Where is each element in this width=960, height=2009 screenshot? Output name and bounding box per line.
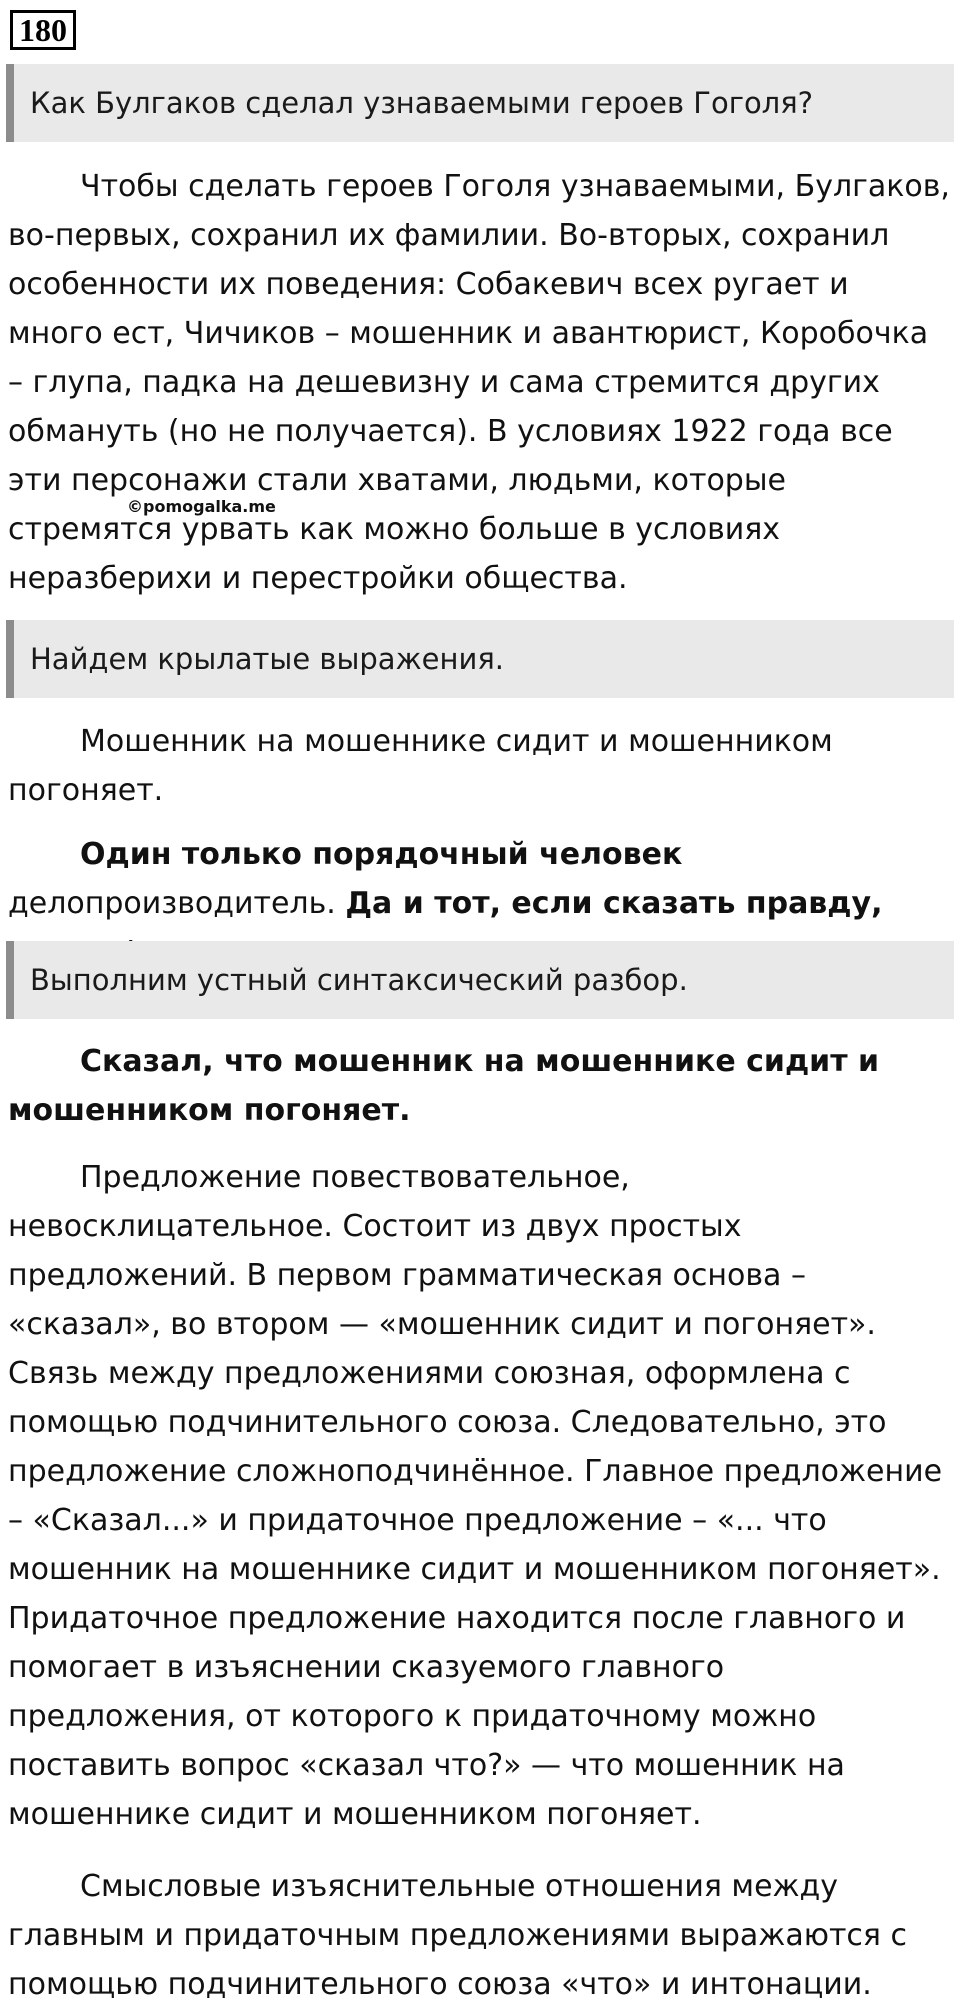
section-heading-text: Выполним устный синтаксический разбор. xyxy=(30,963,688,997)
section-heading-text: Как Булгаков сделал узнаваемыми героев Гоголя? xyxy=(30,86,814,120)
section-heading-question xyxy=(6,64,954,142)
analyzed-sentence xyxy=(8,1037,952,1135)
analysis-text: Предложение повествовательное, невосклицательное. Состоит из двух простых предложений. В первом грамматическая основа – «сказал», во втором — «мошенник сидит и погоняет». Связь между предложениями союзная, оформлена с помощью подчинительного союза. Следовательно, это предложение сложноподчинённое. Главное предложение – «Сказал...» и придаточное предложение – «... что мошенник на мошеннике сидит и мошенником погоняет». Придаточное предложение находится после главного и помогает в изъяснении сказуемого главного предложения, от которого к придаточному можно поставить вопрос «сказал что?» — что мошенник на мошеннике сидит и мошенником погоняет. xyxy=(8,1160,943,1832)
phrase-paragraph-1 xyxy=(8,717,952,815)
bold-phrase: Да и тот, если сказать правду, xyxy=(345,886,883,921)
answer-paragraph xyxy=(8,162,952,603)
conclusion-text: Смысловые изъяснительные отношения между главным и придаточным предложениями выражаются с помощью подчинительного союза «что» и интонации. xyxy=(8,1869,908,2002)
analysis-paragraph xyxy=(8,1153,952,1839)
task-number-badge: 180 xyxy=(10,10,76,50)
watermark-text: ©pomogalka.me xyxy=(127,497,276,516)
plain-phrase: делопроизводитель. xyxy=(8,886,346,921)
section-heading-phrases xyxy=(6,620,954,698)
conclusion-paragraph xyxy=(8,1862,952,2009)
analyzed-sentence-paragraph xyxy=(8,1037,952,1135)
phrase-text: Мошенник на мошеннике сидит и мошенником погоняет. xyxy=(8,724,833,808)
section-heading-analysis xyxy=(6,941,954,1019)
bold-phrase: Один только порядочный человек xyxy=(80,837,683,872)
section-heading-text: Найдем крылатые выражения. xyxy=(30,642,504,676)
answer-text: Чтобы сделать героев Гоголя узнаваемыми, Булгаков, во-первых, сохранил их фамилии. Во-вторых, сохранил особенности их поведения: Собакевич всех ругает и много ест, Чичиков – мошенник и авантюрист, Коробочка – глупа, падка на дешевизну и сама стремится других обмануть (но не получается). В условиях 1922 года все эти персонажи стали хватами, людьми, которые стремятся урвать как можно больше в условиях неразберихи и перестройки общества. xyxy=(8,169,950,596)
bold-sentence: Сказал, что мошенник на мошеннике сидит и мошенником погоняет. xyxy=(8,1044,880,1128)
